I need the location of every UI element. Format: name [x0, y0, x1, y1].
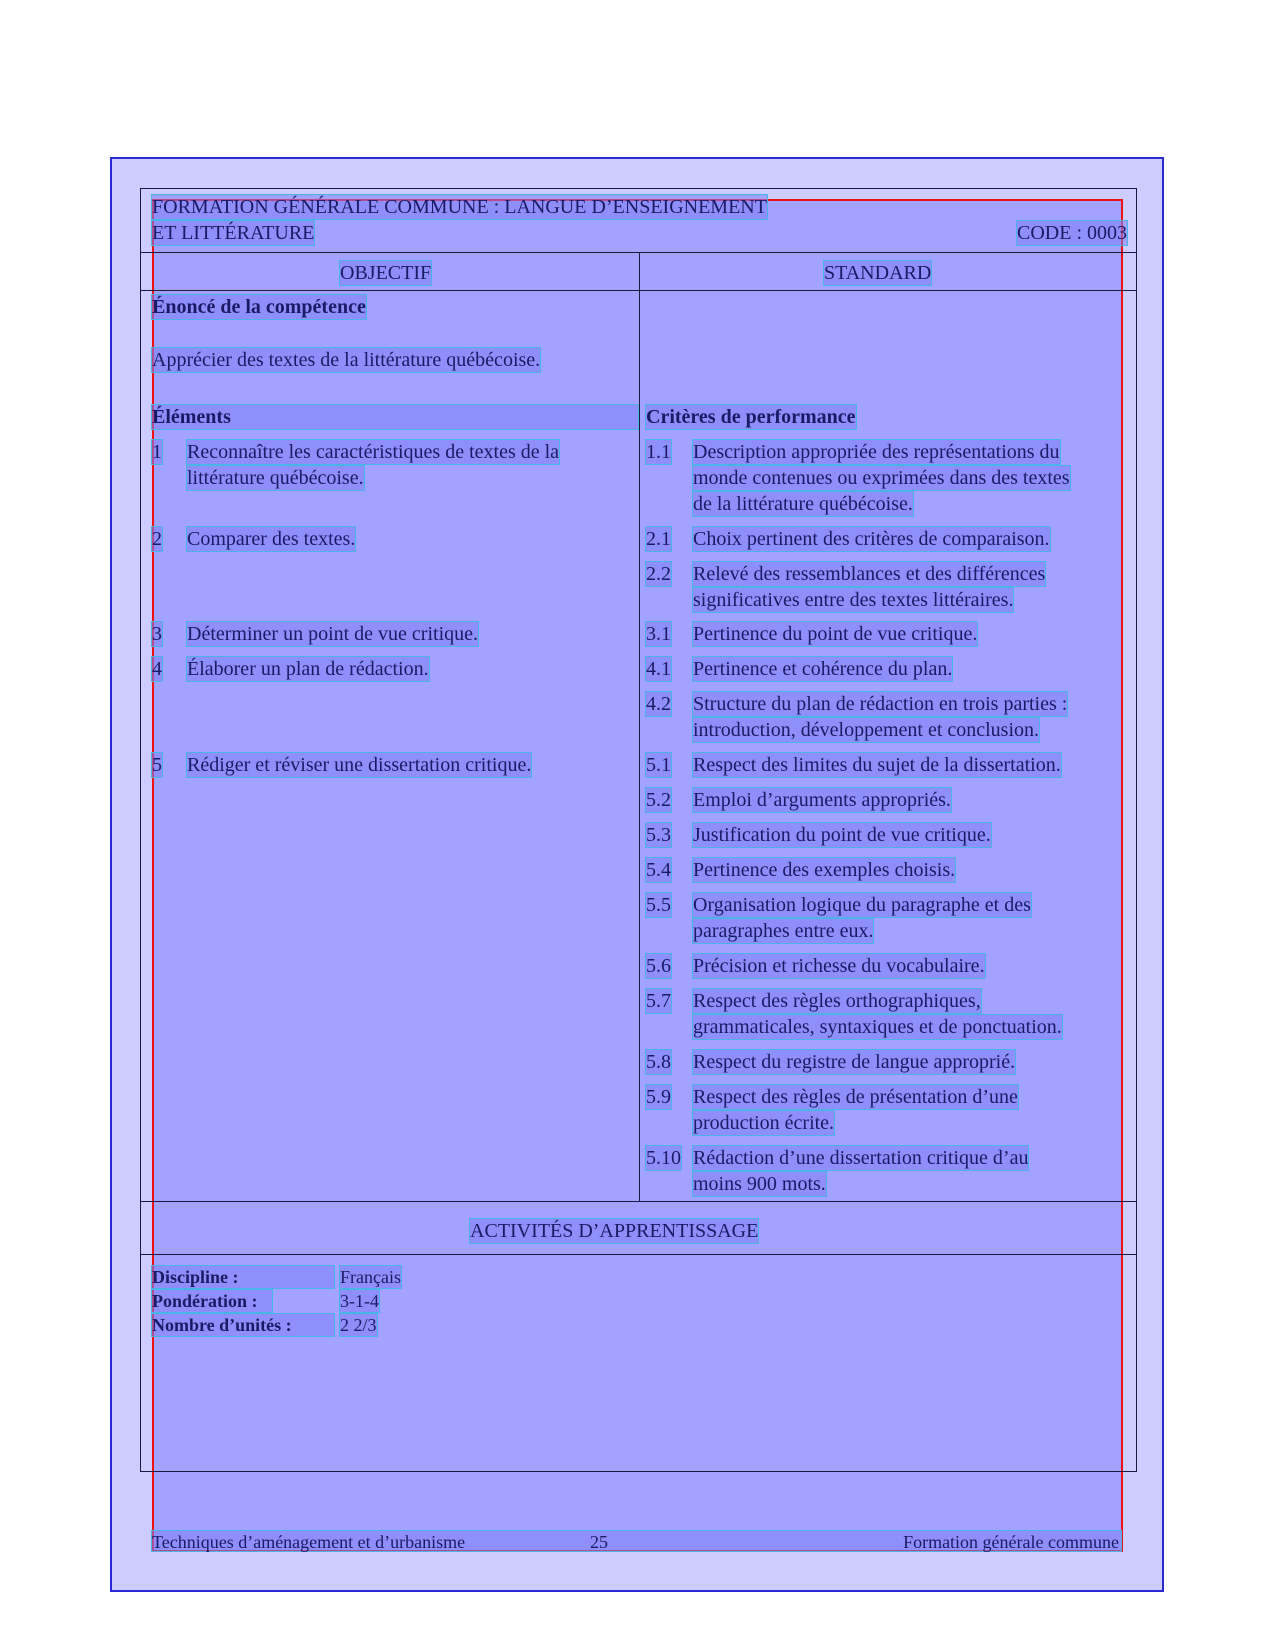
units-label: Nombre d’unités : — [152, 1314, 334, 1336]
criterion-text: significatives entre des textes littéraires. — [693, 589, 1014, 611]
criterion-text: moins 900 mots. — [693, 1173, 826, 1195]
element-number: 1 — [152, 441, 162, 463]
element-text: Élaborer un plan de rédaction. — [187, 658, 429, 680]
header-title-line1: FORMATION GÉNÉRALE COMMUNE : LANGUE D’ENSEIGNEMENT — [152, 196, 767, 218]
column-standard: STANDARD — [824, 262, 932, 284]
criterion-number: 3.1 — [646, 623, 671, 645]
footer-page-number: 25 — [590, 1532, 608, 1552]
element-text: littérature québécoise. — [187, 467, 364, 489]
element-number: 4 — [152, 658, 162, 680]
header-code: CODE : 0003 — [1017, 222, 1127, 244]
criterion-text: Respect des règles orthographiques, — [693, 990, 981, 1012]
criterion-text: production écrite. — [693, 1112, 835, 1134]
criterion-text: Relevé des ressemblances et des différences — [693, 563, 1046, 585]
criterion-text: Précision et richesse du vocabulaire. — [693, 955, 985, 977]
activities-heading: ACTIVITÉS D’APPRENTISSAGE — [470, 1220, 759, 1242]
units-value: 2 2/3 — [340, 1315, 377, 1335]
criterion-number: 5.1 — [646, 754, 671, 776]
column-divider — [639, 252, 640, 1202]
criterion-number: 4.2 — [646, 693, 671, 715]
criterion-number: 1.1 — [646, 441, 671, 463]
divider — [140, 1254, 1137, 1255]
criterion-text: Respect du registre de langue approprié. — [693, 1051, 1016, 1073]
element-text: Déterminer un point de vue critique. — [187, 623, 479, 645]
criterion-number: 5.7 — [646, 990, 671, 1012]
criterion-text: Respect des règles de présentation d’une — [693, 1086, 1018, 1108]
element-number: 3 — [152, 623, 162, 645]
criterion-number: 5.10 — [646, 1147, 681, 1169]
criterion-number: 2.1 — [646, 528, 671, 550]
footer-left: Techniques d’aménagement et d’urbanisme — [152, 1532, 466, 1552]
criterion-number: 5.4 — [646, 859, 671, 881]
criterion-text: Emploi d’arguments appropriés. — [693, 789, 951, 811]
criterion-text: grammaticales, syntaxiques et de ponctuation. — [693, 1016, 1062, 1038]
criterion-text: de la littérature québécoise. — [693, 493, 913, 515]
criterion-number: 2.2 — [646, 563, 671, 585]
criterion-text: Pertinence du point de vue critique. — [693, 623, 978, 645]
criterion-number: 5.2 — [646, 789, 671, 811]
criterion-text: Description appropriée des représentations du — [693, 441, 1060, 463]
criterion-text: Justification du point de vue critique. — [693, 824, 991, 846]
ponderation-label: Pondération : — [152, 1290, 272, 1312]
discipline-label: Discipline : — [152, 1266, 334, 1288]
criteria-heading: Critères de performance — [646, 406, 856, 428]
element-text: Comparer des textes. — [187, 528, 356, 550]
element-number: 5 — [152, 754, 162, 776]
criterion-text: Pertinence et cohérence du plan. — [693, 658, 953, 680]
criterion-number: 5.6 — [646, 955, 671, 977]
ponderation-value: 3-1-4 — [340, 1291, 379, 1311]
criterion-text: Choix pertinent des critères de comparaison. — [693, 528, 1050, 550]
discipline-value: Français — [340, 1267, 401, 1287]
criterion-text: Rédaction d’une dissertation critique d’au — [693, 1147, 1029, 1169]
header-title-line2: ET LITTÉRATURE — [152, 222, 315, 244]
criterion-text: Pertinence des exemples choisis. — [693, 859, 956, 881]
competence-text: Apprécier des textes de la littérature québécoise. — [152, 349, 541, 371]
criterion-number: 5.3 — [646, 824, 671, 846]
column-objective: OBJECTIF — [340, 262, 432, 284]
footer-right: Formation générale commune — [903, 1532, 1119, 1552]
competence-heading: Énoncé de la compétence — [152, 296, 366, 318]
elements-heading: Éléments — [152, 405, 638, 429]
criterion-number: 5.5 — [646, 894, 671, 916]
criterion-text: Respect des limites du sujet de la dissertation. — [693, 754, 1061, 776]
element-number: 2 — [152, 528, 162, 550]
criterion-number: 4.1 — [646, 658, 671, 680]
criterion-text: paragraphes entre eux. — [693, 920, 874, 942]
criterion-text: Organisation logique du paragraphe et des — [693, 894, 1031, 916]
element-text: Reconnaître les caractéristiques de textes de la — [187, 441, 560, 463]
criterion-text: monde contenues ou exprimées dans des textes — [693, 467, 1070, 489]
element-text: Rédiger et réviser une dissertation critique. — [187, 754, 532, 776]
criterion-text: introduction, développement et conclusion. — [693, 719, 1040, 741]
criterion-text: Structure du plan de rédaction en trois parties : — [693, 693, 1068, 715]
criterion-number: 5.9 — [646, 1086, 671, 1108]
criterion-number: 5.8 — [646, 1051, 671, 1073]
